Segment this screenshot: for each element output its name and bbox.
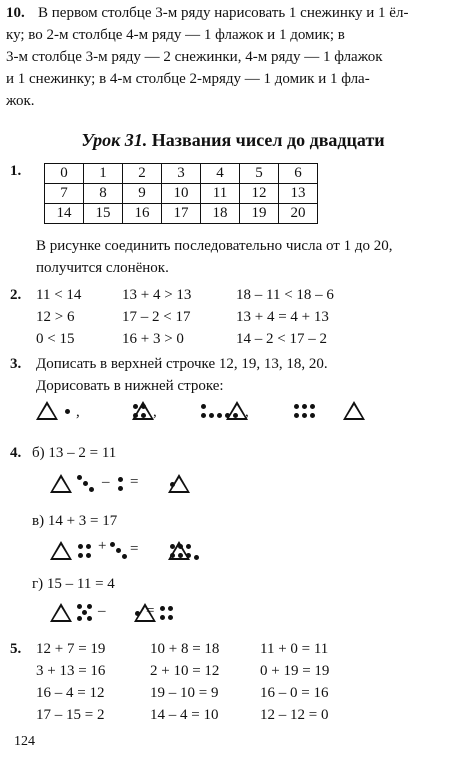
triangle-icon xyxy=(50,603,72,622)
equals-sign: = xyxy=(130,541,139,557)
equation: 3 + 13 = 16 xyxy=(36,663,106,679)
task-1-number: 1. xyxy=(10,163,22,179)
equation: 19 – 10 = 9 xyxy=(150,685,219,701)
dot-icon xyxy=(118,486,123,491)
dot-icon xyxy=(310,413,315,418)
table-row xyxy=(45,184,318,204)
task-4-b-picture xyxy=(50,471,250,497)
comparison: 13 + 4 > 13 xyxy=(122,287,192,303)
task-5-col-2 xyxy=(150,638,219,726)
table-cell: 18 xyxy=(201,204,240,224)
table-cell: 5 xyxy=(240,164,279,184)
dot-icon xyxy=(225,413,230,418)
dot-icon xyxy=(168,615,173,620)
dot-icon xyxy=(86,544,91,549)
task-3-pattern xyxy=(36,398,466,424)
dot-icon xyxy=(186,553,191,558)
table-cell: 20 xyxy=(279,204,318,224)
task-4-number: 4. xyxy=(10,445,22,461)
equation: 14 – 4 = 10 xyxy=(150,707,219,723)
dot-icon xyxy=(133,413,138,418)
table-row xyxy=(45,164,318,184)
dot-icon xyxy=(170,544,175,549)
comparison: 18 – 11 < 18 – 6 xyxy=(236,287,334,303)
task-10-line: и 1 снежинку; в 4-м столбце 2-мряду — 1 домик и 1 фла- xyxy=(6,71,370,87)
dot-icon xyxy=(201,404,206,409)
comparison: 13 + 4 = 4 + 13 xyxy=(236,309,329,325)
task-2-number: 2. xyxy=(10,287,22,303)
table-cell: 8 xyxy=(84,184,123,204)
dot-icon xyxy=(118,477,123,482)
dot-icon xyxy=(141,404,146,409)
lesson-prefix: Урок 31. xyxy=(81,130,148,150)
plus-sign: + xyxy=(98,538,107,554)
equation: 10 + 8 = 18 xyxy=(150,641,220,657)
page-number: 124 xyxy=(14,734,35,749)
table-row xyxy=(45,204,318,224)
dot-icon xyxy=(116,548,121,553)
table-cell: 17 xyxy=(162,204,201,224)
task-10-line: ку; во 2-м столбце 4-м ряду — 1 флажок и 1 домик; в xyxy=(6,27,345,43)
table-cell: 14 xyxy=(45,204,84,224)
comparison: 11 < 14 xyxy=(36,287,82,303)
dot-icon xyxy=(160,615,165,620)
task-1-text xyxy=(36,235,392,279)
equation: 17 – 15 = 2 xyxy=(36,707,105,723)
task-1-line: получится слонёнок. xyxy=(36,260,169,276)
separator: , xyxy=(153,404,157,420)
minus-sign: – xyxy=(98,603,106,619)
equation: 2 + 10 = 12 xyxy=(150,663,220,679)
dot-icon xyxy=(294,413,299,418)
task-4-v-picture xyxy=(50,538,270,564)
task-3-line: Дописать в верхней строчке 12, 19, 13, 18, 20. xyxy=(36,356,328,372)
dot-icon xyxy=(65,409,70,414)
task-2-col-2 xyxy=(122,284,191,350)
task-10-line: жок. xyxy=(6,93,35,109)
dot-icon xyxy=(133,404,138,409)
dot-icon xyxy=(186,544,191,549)
minus-sign: – xyxy=(102,474,110,490)
dot-icon xyxy=(135,611,140,616)
equation: 0 + 19 = 19 xyxy=(260,663,330,679)
comparison: 12 > 6 xyxy=(36,309,75,325)
dot-icon xyxy=(294,404,299,409)
equation: 12 – 12 = 0 xyxy=(260,707,329,723)
comparison: 14 – 2 < 17 – 2 xyxy=(236,331,327,347)
equals-sign: = xyxy=(130,474,139,490)
task-5-col-1 xyxy=(36,638,105,726)
equation: 12 + 7 = 19 xyxy=(36,641,106,657)
dot-icon xyxy=(233,413,238,418)
triangle-icon xyxy=(50,474,72,493)
task-1-line: В рисунке соединить последовательно числа от 1 до 20, xyxy=(36,238,393,254)
dot-icon xyxy=(78,553,83,558)
task-3-text xyxy=(36,353,328,397)
dot-icon xyxy=(209,413,214,418)
triangle-icon xyxy=(343,401,365,420)
table-cell: 16 xyxy=(123,204,162,224)
triangle-icon xyxy=(50,541,72,560)
dot-icon xyxy=(178,553,183,558)
numbers-table xyxy=(44,163,318,224)
dot-icon xyxy=(87,616,92,621)
dot-icon xyxy=(170,553,175,558)
equation: 11 + 0 = 11 xyxy=(260,641,329,657)
dot-icon xyxy=(310,404,315,409)
dot-icon xyxy=(77,475,82,480)
equation: 16 – 4 = 12 xyxy=(36,685,105,701)
task-4-g-picture xyxy=(50,600,270,626)
separator: , xyxy=(245,404,249,420)
dot-icon xyxy=(87,604,92,609)
dot-icon xyxy=(82,610,87,615)
dot-icon xyxy=(302,404,307,409)
dot-icon xyxy=(178,544,183,549)
task-4-g: г) 15 – 11 = 4 xyxy=(32,576,115,592)
task-3-line: Дорисовать в нижней строке: xyxy=(36,378,224,394)
equation: 16 – 0 = 16 xyxy=(260,685,329,701)
comparison: 17 – 2 < 17 xyxy=(122,309,191,325)
table-cell: 9 xyxy=(123,184,162,204)
dot-icon xyxy=(77,616,82,621)
task-2-col-1 xyxy=(36,284,81,350)
dot-icon xyxy=(141,413,146,418)
table-cell: 13 xyxy=(279,184,318,204)
task-10-continuation xyxy=(6,24,383,112)
task-5-number: 5. xyxy=(10,641,22,657)
task-10-line: В первом столбце 3-м ряду нарисовать 1 снежинку и 1 ёл- xyxy=(38,5,409,21)
dot-icon xyxy=(217,413,222,418)
dot-icon xyxy=(83,481,88,486)
table-cell: 1 xyxy=(84,164,123,184)
task-10-text xyxy=(38,2,408,24)
separator: , xyxy=(76,404,80,420)
dot-icon xyxy=(201,413,206,418)
table-cell: 10 xyxy=(162,184,201,204)
dot-icon xyxy=(78,544,83,549)
task-5-col-3 xyxy=(260,638,329,726)
comparison: 16 + 3 > 0 xyxy=(122,331,184,347)
task-4-v: в) 14 + 3 = 17 xyxy=(32,513,118,529)
equals-sign: = xyxy=(146,603,155,619)
dot-icon xyxy=(110,542,115,547)
lesson-title xyxy=(0,130,466,151)
table-cell: 19 xyxy=(240,204,279,224)
dot-icon xyxy=(194,555,199,560)
task-2-col-3 xyxy=(236,284,334,350)
table-cell: 2 xyxy=(123,164,162,184)
dot-icon xyxy=(77,604,82,609)
table-cell: 4 xyxy=(201,164,240,184)
dot-icon xyxy=(160,606,165,611)
triangle-icon xyxy=(36,401,58,420)
comparison: 0 < 15 xyxy=(36,331,75,347)
table-cell: 7 xyxy=(45,184,84,204)
task-4-b: б) 13 – 2 = 11 xyxy=(32,445,117,461)
table-cell: 3 xyxy=(162,164,201,184)
task-10-line: 3-м столбце 3-м ряду — 2 снежинки, 4-м ряду — 1 флажок xyxy=(6,49,383,65)
task-10-number: 10. xyxy=(6,5,25,21)
dot-icon xyxy=(86,553,91,558)
dot-icon xyxy=(302,413,307,418)
task-3-number: 3. xyxy=(10,356,22,372)
table-cell: 0 xyxy=(45,164,84,184)
dot-icon xyxy=(170,482,175,487)
table-cell: 6 xyxy=(279,164,318,184)
table-cell: 12 xyxy=(240,184,279,204)
dot-icon xyxy=(168,606,173,611)
dot-icon xyxy=(122,554,127,559)
table-cell: 11 xyxy=(201,184,240,204)
table-cell: 15 xyxy=(84,204,123,224)
lesson-name: Названия чисел до двадцати xyxy=(151,130,385,150)
dot-icon xyxy=(89,487,94,492)
